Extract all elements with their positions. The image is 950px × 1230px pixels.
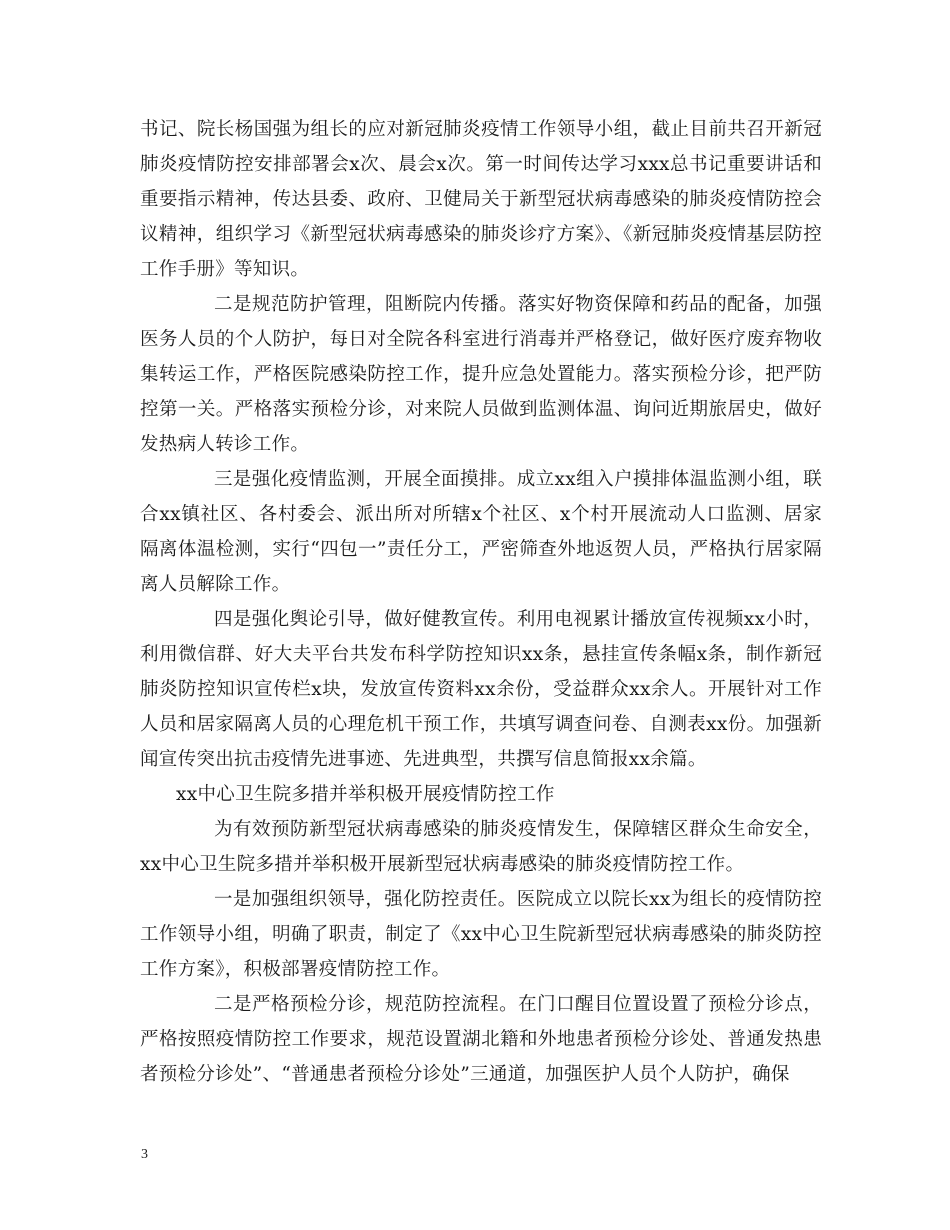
page-number: 3 [141,1147,148,1162]
paragraph-intro: 为有效预防新型冠状病毒感染的肺炎疫情发生，保障辖区群众生命安全，xx中心卫生院多措并举积极开展新型冠状病毒感染的肺炎疫情防控工作。 [140,819,822,875]
paragraph-organization-leadership: 一是加强组织领导，强化防控责任。医院成立以院长xx为组长的疫情防控工作领导小组，明确了职责，制定了《xx中心卫生院新型冠状病毒感染的肺炎防控工作方案》，积极部署疫情防控工作。 [140,889,822,980]
paragraph-triage: 二是严格预检分诊，规范防控流程。在门口醒目位置设置了预检分诊点，严格按照疫情防控工作要求，规范设置湖北籍和外地患者预检分诊处、普通发热患者预检分诊处”、“普通患者预检分诊处”三通道，加强医护人员个人防护，确保 [140,994,822,1085]
section-heading: xx中心卫生院多措并举积极开展疫情防控工作 [176,784,555,805]
document-body [140,112,822,1092]
paragraph-epidemic-monitoring: 三是强化疫情监测，开展全面摸排。成立xx组入户摸排体温监测小组，联合xx镇社区、各村委会、派出所对所辖x个社区、x个村开展流动人口监测、居家隔离体温检测，实行“四包一”责任分工，严密筛查外地返贺人员，严格执行居家隔离人员解除工作。 [140,469,822,595]
paragraph-continued-leadership: 书记、院长杨国强为组长的应对新冠肺炎疫情工作领导小组，截止目前共召开新冠肺炎疫情防控安排部署会x次、晨会x次。第一时间传达学习xxx总书记重要讲话和重要指示精神，传达县委、政府、卫健局关于新型冠状病毒感染的肺炎疫情防控会议精神，组织学习《新型冠状病毒感染的肺炎诊疗方案》、《新冠肺炎疫情基层防控工作手册》等知识。 [140,119,822,280]
paragraph-public-opinion: 四是强化舆论引导，做好健教宣传。利用电视累计播放宣传视频xx小时，利用微信群、好大夫平台共发布科学防控知识xx条，悬挂宣传条幅x条，制作新冠肺炎防控知识宣传栏x块，发放宣传资料xx余份，受益群众xx余人。开展针对工作人员和居家隔离人员的心理危机干预工作，共填写调查问卷、自测表xx份。加强新闻宣传突出抗击疫情先进事迹、先进典型，共撰写信息简报xx余篇。 [140,609,822,770]
paragraph-protection-management: 二是规范防护管理，阻断院内传播。落实好物资保障和药品的配备，加强医务人员的个人防护，每日对全院各科室进行消毒并严格登记，做好医疗废弃物收集转运工作，严格医院感染防控工作，提升应急处置能力。落实预检分诊，把严防控第一关。严格落实预检分诊，对来院人员做到监测体温、询问近期旅居史，做好发热病人转诊工作。 [140,294,822,455]
